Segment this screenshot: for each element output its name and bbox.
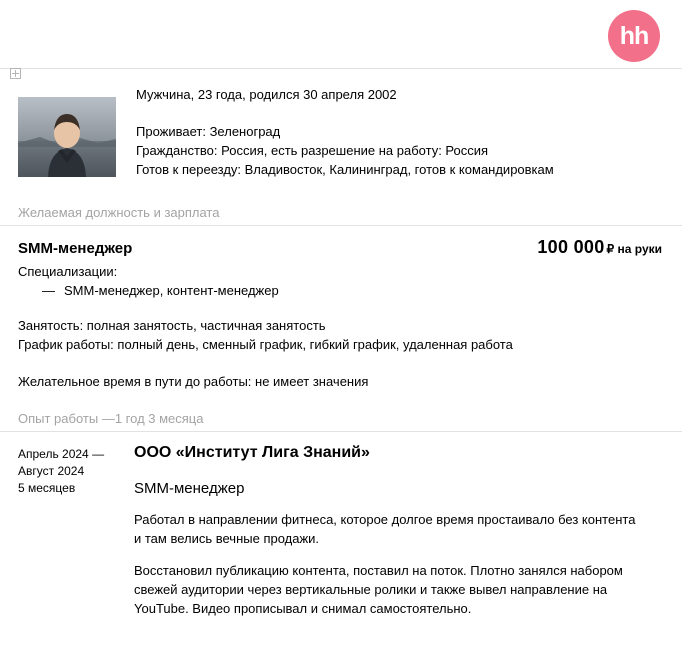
- personal-line-relocation: Готов к переезду: Владивосток, Калининград, готов к командировкам: [136, 162, 554, 177]
- desired-title-row: [18, 237, 662, 258]
- list-bullet: —: [42, 283, 55, 298]
- avatar-photo-icon: [18, 97, 116, 177]
- salary-amount: 100 000: [537, 237, 605, 257]
- experience-paragraph: Восстановил публикацию контента, поставил на поток. Плотно занялся набором свежей аудитории через вертикальные ролики и также вывел направление на YouTube. Видео прописывал и снимал самостоятельно.: [134, 563, 623, 616]
- specialization-item: SMM-менеджер, контент-менеджер: [64, 283, 279, 298]
- experience-role: SMM-менеджер: [134, 480, 245, 497]
- section-title-experience: Опыт работы —1 год 3 месяца: [18, 411, 204, 426]
- salary-currency: ₽ на руки: [606, 242, 662, 256]
- personal-line-residence: Проживает: Зеленоград: [136, 124, 281, 139]
- experience-company: ООО «Институт Лига Знаний»: [134, 444, 370, 461]
- section-title-desired: Желаемая должность и зарплата: [18, 205, 220, 220]
- specialization-label: Специализации:: [18, 264, 118, 279]
- employment-line: Занятость: полная занятость, частичная занятость: [18, 318, 326, 333]
- experience-paragraph: Работал в направлении фитнеса, которое долгое время простаивало без контента и там велись вечные продажи.: [134, 512, 636, 546]
- logo-area: [0, 0, 682, 68]
- employment-block: [18, 316, 662, 354]
- avatar: [18, 97, 116, 177]
- spacer: [136, 104, 554, 122]
- experience-date-end: Август 2024: [18, 464, 85, 478]
- travel-time-line: Желательное время в пути до работы: не имеет значения: [18, 374, 369, 389]
- personal-line-basic: Мужчина, 23 года, родился 30 апреля 2002: [136, 87, 397, 102]
- desired-salary: [537, 237, 662, 258]
- drag-handle-icon[interactable]: [10, 68, 21, 79]
- experience-date-start: Апрель 2024 —: [18, 447, 105, 461]
- experience-duration: 5 месяцев: [18, 481, 76, 495]
- personal-section: [0, 69, 682, 189]
- experience-item: [0, 432, 682, 618]
- personal-details: [136, 83, 554, 179]
- desired-section: [0, 226, 682, 389]
- specialization-list: [18, 283, 662, 298]
- experience-body: [126, 444, 662, 618]
- personal-line-citizenship: Гражданство: Россия, есть разрешение на работу: Россия: [136, 143, 489, 158]
- hh-logo: hh: [608, 10, 660, 62]
- experience-dates: [18, 444, 126, 618]
- schedule-line: График работы: полный день, сменный график, гибкий график, удаленная работа: [18, 337, 513, 352]
- desired-job-title: SMM-менеджер: [18, 240, 133, 257]
